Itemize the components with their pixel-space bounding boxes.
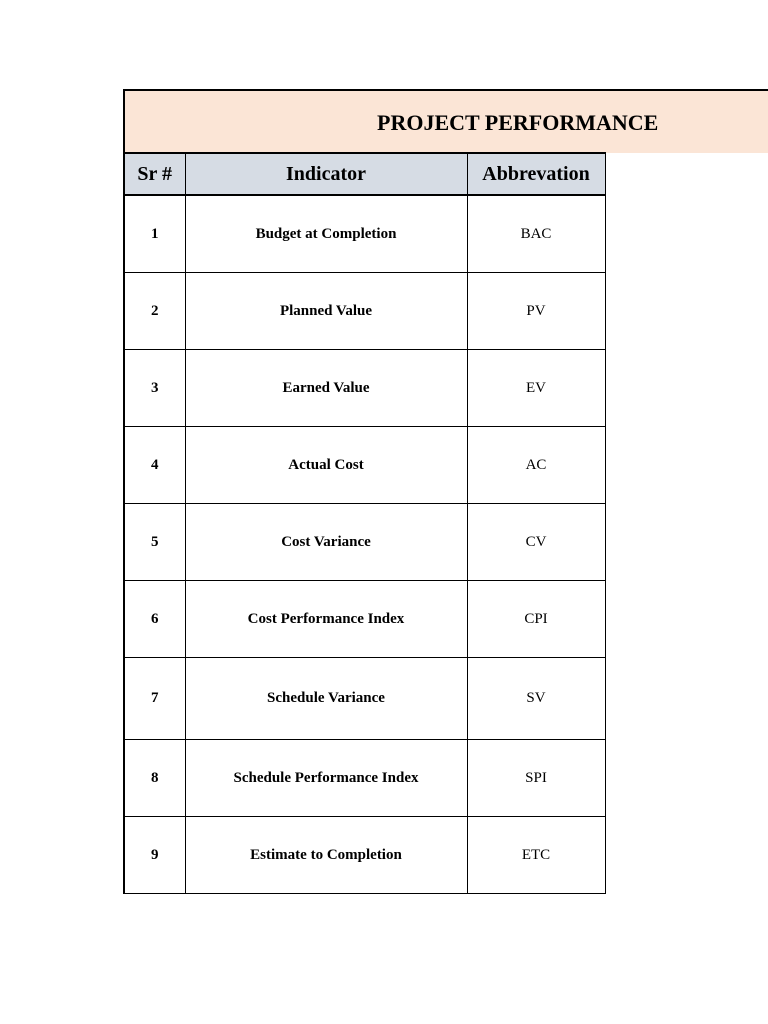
indicator-cell: Cost Performance Index — [185, 581, 467, 658]
sr-cell: 9 — [124, 817, 185, 894]
title-band — [123, 89, 768, 153]
column-header-sr: Sr # — [124, 153, 185, 195]
abbreviation-cell: PV — [467, 273, 605, 350]
table-row — [124, 658, 605, 740]
sr-cell: 2 — [124, 273, 185, 350]
indicator-cell: Cost Variance — [185, 504, 467, 581]
table-row — [124, 817, 605, 894]
abbreviation-cell: BAC — [467, 195, 605, 273]
performance-table-wrapper — [123, 152, 604, 894]
abbreviation-cell: SPI — [467, 740, 605, 817]
sr-cell: 1 — [124, 195, 185, 273]
sr-cell: 8 — [124, 740, 185, 817]
abbreviation-cell: CPI — [467, 581, 605, 658]
sr-cell: 5 — [124, 504, 185, 581]
abbreviation-cell: ETC — [467, 817, 605, 894]
indicator-cell: Earned Value — [185, 350, 467, 427]
header-row — [124, 153, 605, 195]
abbreviation-cell: EV — [467, 350, 605, 427]
table-row — [124, 427, 605, 504]
table-row — [124, 350, 605, 427]
indicator-cell: Schedule Variance — [185, 658, 467, 740]
indicator-cell: Planned Value — [185, 273, 467, 350]
table-row — [124, 195, 605, 273]
sheet-title: PROJECT PERFORMANCE — [377, 110, 659, 135]
performance-table — [123, 152, 606, 894]
indicator-cell: Schedule Performance Index — [185, 740, 467, 817]
abbreviation-cell: CV — [467, 504, 605, 581]
sr-cell: 4 — [124, 427, 185, 504]
table-row — [124, 581, 605, 658]
indicator-cell: Estimate to Completion — [185, 817, 467, 894]
column-header-indicator: Indicator — [185, 153, 467, 195]
sr-cell: 6 — [124, 581, 185, 658]
abbreviation-cell: SV — [467, 658, 605, 740]
indicator-cell: Budget at Completion — [185, 195, 467, 273]
sr-cell: 3 — [124, 350, 185, 427]
table-row — [124, 740, 605, 817]
table-row — [124, 273, 605, 350]
abbreviation-cell: AC — [467, 427, 605, 504]
table-row — [124, 504, 605, 581]
indicator-cell: Actual Cost — [185, 427, 467, 504]
column-header-abbreviation: Abbrevation — [467, 153, 605, 195]
sr-cell: 7 — [124, 658, 185, 740]
